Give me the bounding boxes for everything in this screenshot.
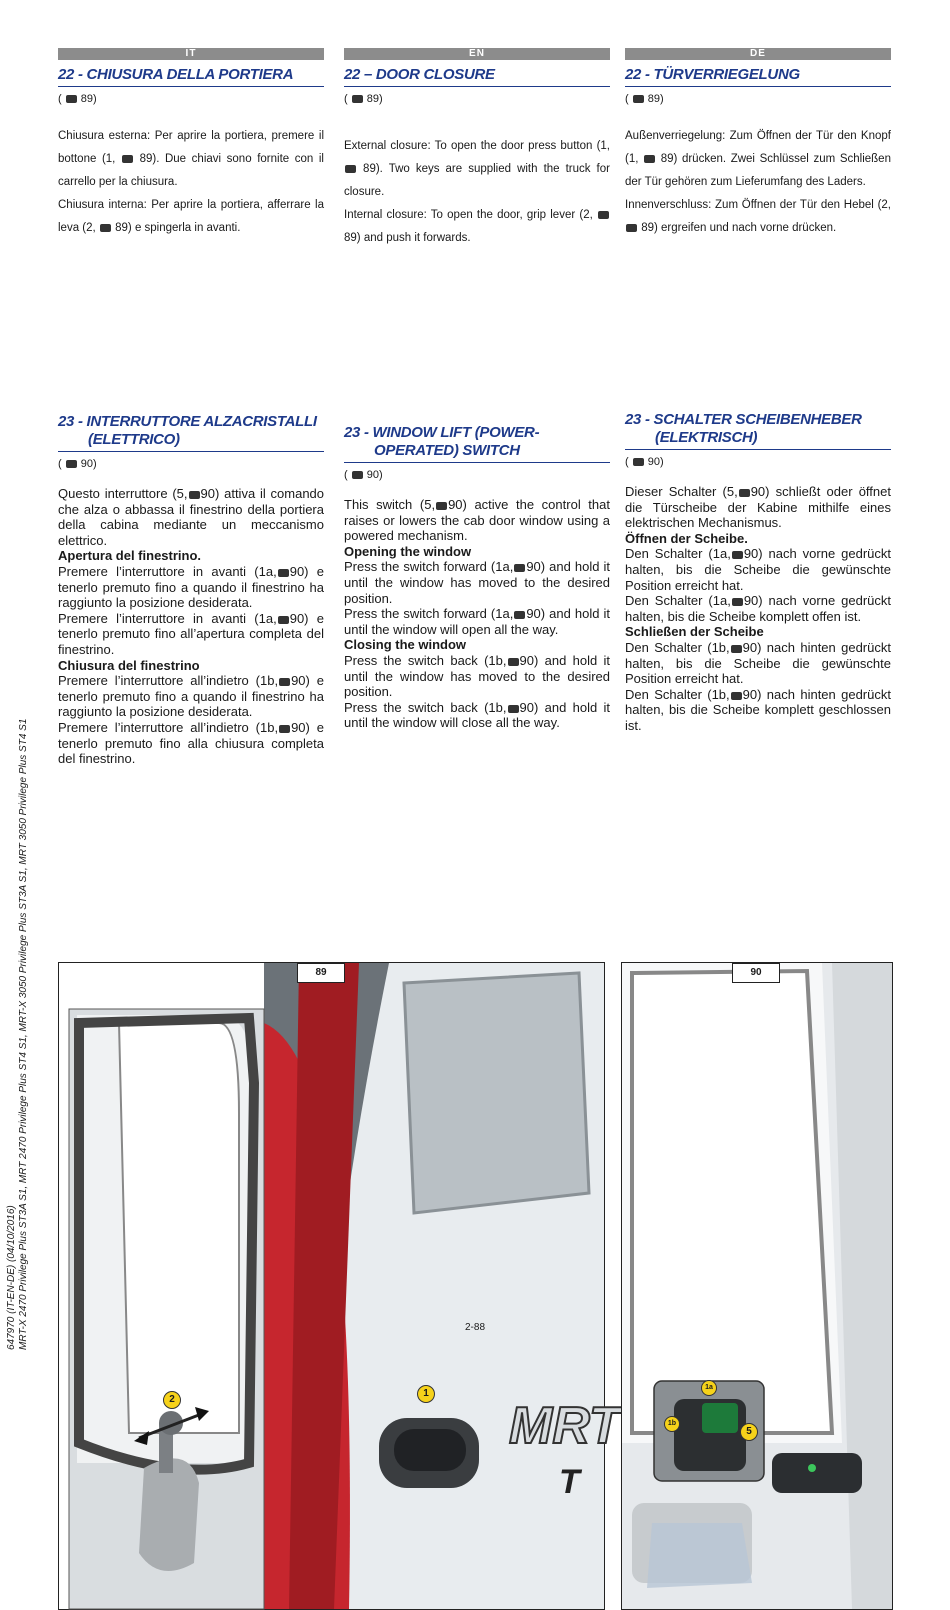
opening-step-2: Den Schalter (1a, 90) nach vorne gedrückt halten, bis die Scheibe komplett offen ist. bbox=[625, 593, 891, 624]
section-22-title: 22 - TÜRVERRIEGELUNG bbox=[625, 60, 891, 87]
callout-handle: 2 bbox=[163, 1391, 181, 1409]
page-number: 2-88 bbox=[464, 1322, 485, 1333]
camera-icon bbox=[279, 678, 290, 686]
camera-icon bbox=[279, 725, 290, 733]
closing-step-2: Press the switch back (1b, 90) and hold it until the window will close all the way. bbox=[344, 699, 610, 731]
closing-heading: Schließen der Scheibe bbox=[625, 624, 764, 640]
column-en bbox=[344, 48, 610, 731]
section-23-body bbox=[625, 484, 891, 734]
language-bar: IT bbox=[58, 48, 324, 60]
figure-90 bbox=[621, 962, 893, 1610]
document-code: 647970 (IT-EN-DE) (04/10/2016) bbox=[6, 1205, 17, 1350]
camera-icon bbox=[352, 95, 363, 103]
figure-reference: ( 90) bbox=[625, 456, 664, 468]
camera-icon bbox=[739, 489, 750, 497]
section-22-body bbox=[625, 125, 891, 240]
opening-heading: Öffnen der Scheibe. bbox=[625, 530, 748, 546]
camera-icon bbox=[626, 224, 637, 232]
camera-icon bbox=[436, 502, 447, 510]
document-side-info bbox=[6, 719, 30, 1350]
figure-reference: ( 90) bbox=[58, 458, 97, 470]
callout-switch: 5 bbox=[740, 1423, 758, 1441]
section-22-body bbox=[58, 125, 324, 240]
camera-icon bbox=[732, 598, 743, 606]
closing-step-1: Press the switch back (1b, 90) and hold it until the window has moved to the desired position. bbox=[344, 652, 610, 700]
external-closure-text: External closure: To open the door press button (1, 89). Two keys are supplied with the truck for closure. bbox=[344, 140, 610, 198]
camera-icon bbox=[633, 458, 644, 466]
closing-step-2: Premere l’interruttore all’indietro (1b, 90) e tenerlo premuto fino alla chiusura completa del finestrino. bbox=[58, 719, 324, 767]
camera-icon bbox=[644, 155, 655, 163]
internal-closure-text: Innenverschluss: Zum Öffnen der Tür den Hebel (2, 89) ergreifen und nach vorne drücken. bbox=[625, 199, 891, 234]
closing-step-1: Premere l’interruttore all’indietro (1b, 90) e tenerlo premuto fino a quando il finestrino ha raggiunto la posizione desiderata. bbox=[58, 673, 324, 720]
callout-1a: 1a bbox=[701, 1380, 717, 1396]
section-22-title: 22 – DOOR CLOSURE bbox=[344, 60, 610, 87]
camera-icon bbox=[598, 211, 609, 219]
camera-icon bbox=[189, 491, 200, 499]
figure-89-illustration bbox=[59, 963, 621, 1609]
intro-text: Questo interruttore (5, 90) attiva il comando che alza o abbassa il finestrino della portiera della cabina mediante un meccanismo elettrico. bbox=[58, 486, 325, 548]
opening-heading: Apertura del finestrino. bbox=[58, 548, 202, 564]
external-closure-text: Chiusura esterna: Per aprire la portiera, premere il bottone (1, 89). Due chiavi sono fornite con il carrello per la chiusura. bbox=[58, 130, 324, 188]
model-list: MRT-X 2470 Privilege Plus ST3A S1, MRT 2470 Privilege Plus ST4 S1, MRT-X 3050 Privilege Plus ST3A S1, MRT 3050 Privilege Plus ST4 S1 bbox=[18, 718, 29, 1350]
figure-reference: ( 90) bbox=[344, 469, 383, 481]
camera-icon bbox=[514, 611, 525, 619]
section-23-title: 23 - SCHALTER SCHEIBENHEBER (ELEKTRISCH) bbox=[625, 405, 891, 450]
closing-heading: Closing the window bbox=[344, 637, 467, 653]
camera-icon bbox=[633, 95, 644, 103]
opening-step-2: Press the switch forward (1a, 90) and hold it until the window will open all the way. bbox=[344, 606, 610, 637]
camera-icon bbox=[732, 551, 743, 559]
section-23-title: 23 - WINDOW LIFT (POWER- OPERATED) SWITCH bbox=[344, 418, 610, 463]
column-de bbox=[625, 48, 891, 734]
camera-icon bbox=[514, 564, 525, 572]
closing-step-1: Den Schalter (1b, 90) nach hinten gedrückt halten, bis die Scheibe die gewünschte Position erreicht hat. bbox=[625, 639, 891, 687]
language-bar: DE bbox=[625, 48, 891, 60]
camera-icon bbox=[278, 569, 289, 577]
opening-step-1: Premere l’interruttore in avanti (1a, 90) e tenerlo premuto fino a quando il finestrino ha raggiunto la posizione desiderata. bbox=[58, 563, 324, 611]
opening-step-1: Den Schalter (1a, 90) nach vorne gedrückt halten, bis die Scheibe die gewünschte Position erreicht hat. bbox=[625, 546, 891, 593]
figure-90-illustration bbox=[622, 963, 892, 1609]
opening-step-2: Premere l’interruttore in avanti (1a, 90) e tenerlo premuto fino all’apertura completa del finestrino. bbox=[58, 610, 324, 657]
figure-reference: ( 89) bbox=[344, 93, 383, 105]
figure-89 bbox=[58, 962, 621, 1610]
figure-reference: ( 89) bbox=[625, 93, 664, 105]
internal-closure-text: Chiusura interna: Per aprire la portiera, afferrare la leva (2, 89) e spingerla in avanti. bbox=[58, 199, 324, 234]
section-23-title: 23 - INTERRUTTORE ALZACRISTALLI (ELETTRICO) bbox=[58, 407, 324, 452]
camera-icon bbox=[508, 658, 519, 666]
figure-reference: ( 89) bbox=[58, 93, 97, 105]
section-23-body bbox=[344, 497, 610, 731]
camera-icon bbox=[731, 645, 742, 653]
callout-button: 1 bbox=[417, 1385, 435, 1403]
camera-icon bbox=[66, 460, 77, 468]
mrt-logo: MRT bbox=[509, 1397, 621, 1455]
external-closure-text: Außenverriegelung: Zum Öffnen der Tür den Knopf (1, 89) drücken. Zwei Schlüssel zum Schließen der Tür gehören zum Lieferumfang des Laders. bbox=[625, 130, 891, 188]
section-22-title: 22 - CHIUSURA DELLA PORTIERA bbox=[58, 60, 324, 87]
camera-icon bbox=[731, 692, 742, 700]
section-22-body bbox=[344, 135, 610, 250]
intro-text: This switch (5, 90) active the control that raises or lowers the cab door window using a powered mechanism. bbox=[344, 497, 610, 544]
language-bar: EN bbox=[344, 48, 610, 60]
mrt-logo-sub: T bbox=[559, 1463, 580, 1501]
section-23-body bbox=[58, 486, 324, 767]
internal-closure-text: Internal closure: To open the door, grip lever (2, 89) and push it forwards. bbox=[344, 204, 610, 250]
opening-heading: Opening the window bbox=[344, 543, 472, 559]
camera-icon bbox=[345, 165, 356, 173]
callout-1b: 1b bbox=[664, 1416, 680, 1432]
column-it bbox=[58, 48, 324, 767]
opening-step-1: Press the switch forward (1a, 90) and hold it until the window has moved to the desired position. bbox=[344, 559, 610, 606]
camera-icon bbox=[66, 95, 77, 103]
camera-icon bbox=[278, 616, 289, 624]
figure-number: 90 bbox=[732, 963, 780, 983]
closing-step-2: Den Schalter (1b, 90) nach hinten gedrückt halten, bis die Scheibe komplett geschlossen ist. bbox=[625, 686, 891, 733]
intro-text: Dieser Schalter (5, 90) schließt oder öffnet die Türscheibe der Kabine mithilfe eines elektrischen Mechanismus. bbox=[625, 484, 891, 531]
camera-icon bbox=[508, 705, 519, 713]
figure-number: 89 bbox=[297, 963, 345, 983]
closing-heading: Chiusura del finestrino bbox=[58, 657, 200, 673]
camera-icon bbox=[122, 155, 133, 163]
camera-icon bbox=[100, 224, 111, 232]
camera-icon bbox=[352, 471, 363, 479]
